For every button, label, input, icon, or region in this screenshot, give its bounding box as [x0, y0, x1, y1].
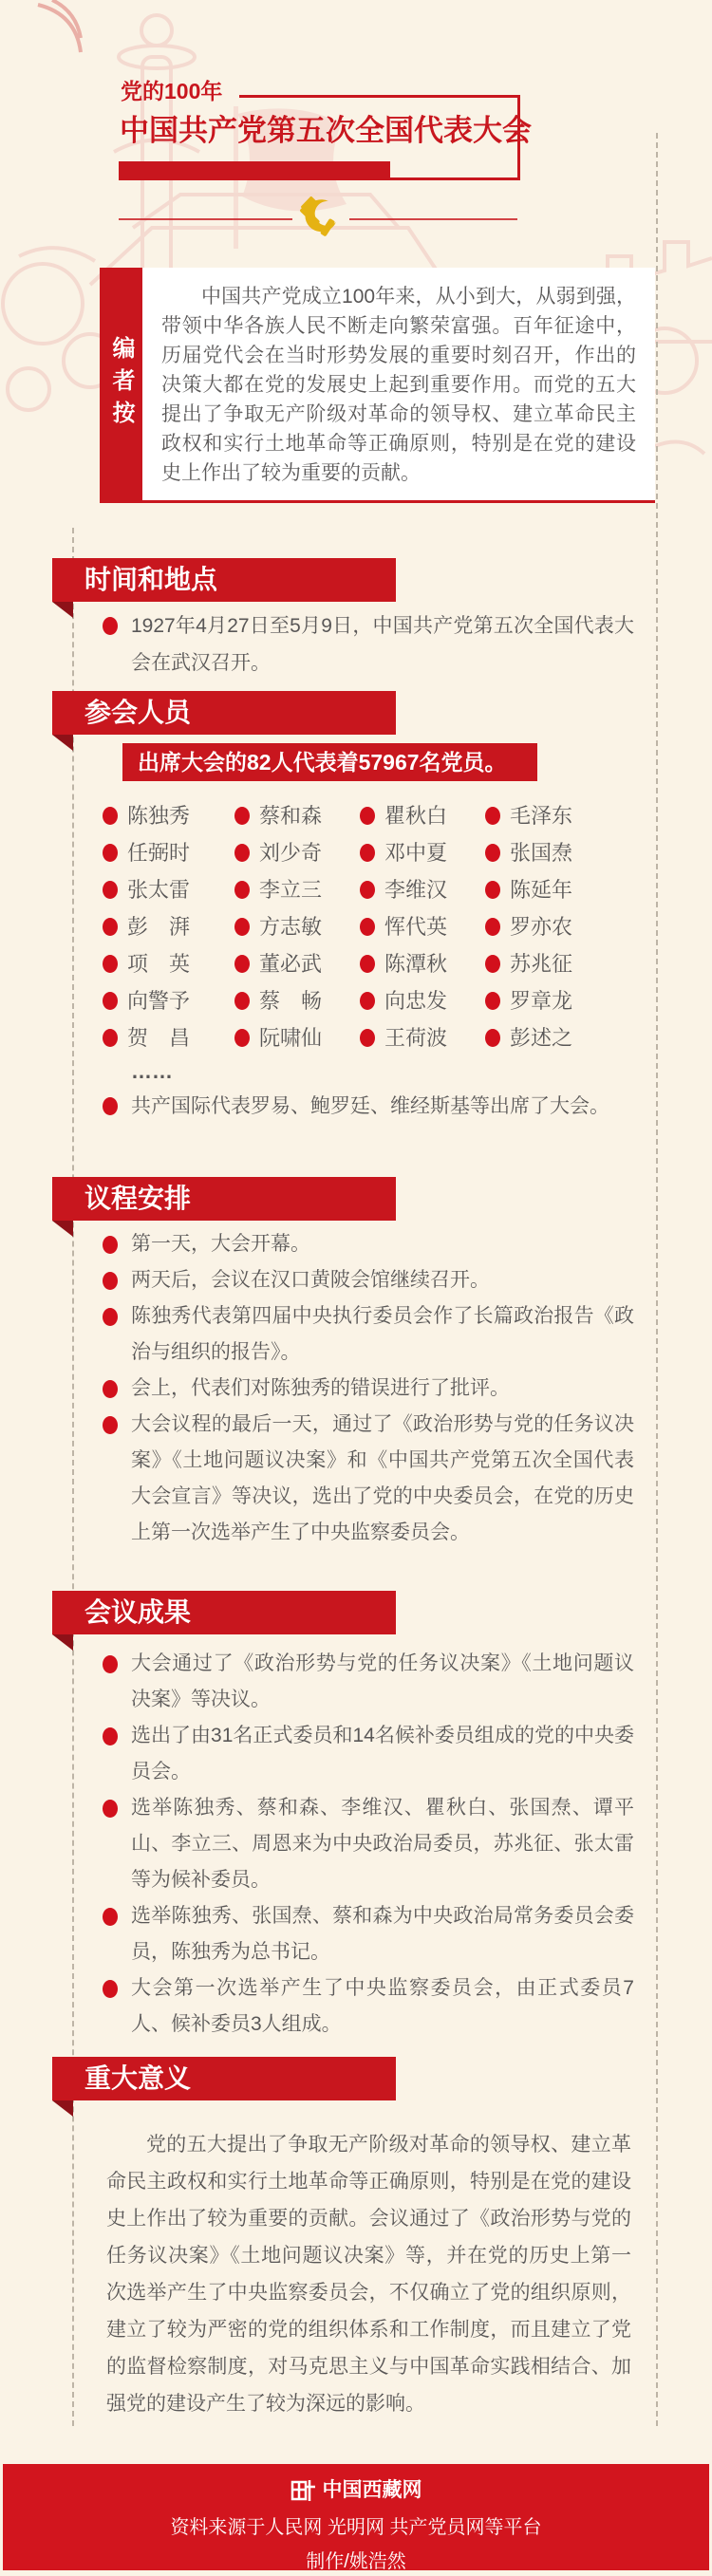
- list-item: 选举陈独秀、张国焘、蔡和森为中央政治局常务委员会委员，陈独秀为总书记。: [103, 1898, 634, 1970]
- section-banner-agenda: [52, 1177, 396, 1221]
- bullet-dot-icon: [103, 992, 118, 1010]
- participant-name: 瞿秋白: [360, 797, 485, 834]
- list-item: 大会通过了《政治形势与党的任务议决案》《土地问题议决案》等决议。: [103, 1646, 634, 1718]
- bullet-dot-icon: [103, 1416, 118, 1434]
- party-emblem-icon: [298, 196, 342, 241]
- bullet-dot-icon: [234, 1029, 250, 1047]
- bullet-dot-icon: [103, 617, 118, 635]
- participant-name: 彭 湃: [103, 908, 234, 945]
- page-title: 中国共产党第五次全国代表大会: [120, 114, 532, 147]
- header-kicker: 党的100年: [121, 79, 223, 103]
- list-item: 第一天，大会开幕。: [103, 1226, 634, 1262]
- bullet-dot-icon: [485, 807, 500, 825]
- participant-name: 恽代英: [360, 908, 485, 945]
- participant-name: 项 英: [103, 945, 234, 982]
- participant-name: 阮啸仙: [234, 1019, 360, 1056]
- banner-fold-icon: [52, 1221, 73, 1237]
- footer-site-name: 中国西藏网: [322, 2479, 422, 2501]
- section-title: 重大意义: [84, 2063, 192, 2093]
- editor-note: [100, 268, 655, 503]
- bullet-dot-icon: [485, 881, 500, 899]
- participants-name-grid: [103, 797, 644, 1056]
- participant-name: 向忠发: [360, 982, 485, 1019]
- footer-source: 资料来源于人民网 光明网 共产党员网等平台: [170, 2517, 542, 2538]
- participant-name: 罗章龙: [485, 982, 644, 1019]
- participant-name: 蔡和森: [234, 797, 360, 834]
- participant-name: 毛泽东: [485, 797, 644, 834]
- participant-name: 贺 昌: [103, 1019, 234, 1056]
- title-frame-top-line: [239, 95, 520, 98]
- bullet-dot-icon: [234, 881, 250, 899]
- list-item: 大会议程的最后一天，通过了《政治形势与党的任务议决案》《土地问题议决案》和《中国共产党第五次全国代表大会宣言》等决议，选出了党的中央委员会，在党的历史上第一次选举产生了中央监察委员会。: [103, 1407, 634, 1551]
- section-banner-results: [52, 1591, 396, 1634]
- participant-name: 王荷波: [360, 1019, 485, 1056]
- bullet-dot-icon: [234, 807, 250, 825]
- participant-name: 邓中夏: [360, 834, 485, 871]
- bullet-dot-icon: [103, 1980, 118, 1998]
- bullet-dot-icon: [103, 1655, 118, 1673]
- bullet-dot-icon: [103, 1727, 118, 1745]
- bullet-dot-icon: [360, 992, 375, 1010]
- list-item: 选出了由31名正式委员和14名候补委员组成的党的中央委员会。: [103, 1718, 634, 1790]
- section-agenda-content: [103, 1226, 634, 1551]
- section-title: 参会人员: [84, 698, 192, 727]
- banner-fold-icon: [52, 2100, 73, 2117]
- participant-name: 向警予: [103, 982, 234, 1019]
- bullet-dot-icon: [103, 1308, 118, 1326]
- participant-name: 任弼时: [103, 834, 234, 871]
- section-title: 议程安排: [84, 1184, 192, 1213]
- participant-name: 方志敏: [234, 908, 360, 945]
- participant-name: 陈潭秋: [360, 945, 485, 982]
- divider-line-left: [119, 218, 292, 220]
- bullet-dot-icon: [485, 1029, 500, 1047]
- section-time-content: [103, 607, 634, 681]
- bullet-dot-icon: [103, 1908, 118, 1926]
- china-tibet-network-logo-icon: [290, 2478, 315, 2503]
- bullet-dot-icon: [103, 1097, 118, 1115]
- banner-fold-icon: [52, 1634, 73, 1651]
- bullet-dot-icon: [485, 992, 500, 1010]
- section-title: 时间和地点: [84, 565, 218, 594]
- bullet-dot-icon: [103, 881, 118, 899]
- bullet-dot-icon: [234, 992, 250, 1010]
- bullet-dot-icon: [360, 918, 375, 936]
- participant-name: 李维汉: [360, 871, 485, 908]
- editor-note-label: 编者按: [108, 335, 134, 433]
- bullet-dot-icon: [103, 955, 118, 973]
- participant-name: 陈独秀: [103, 797, 234, 834]
- participant-name: 张国焘: [485, 834, 644, 871]
- bullet-dot-icon: [360, 955, 375, 973]
- left-dotted-guide: [72, 528, 74, 2426]
- names-ellipsis: ……: [131, 1059, 173, 1083]
- banner-fold-icon: [52, 602, 73, 618]
- footer-credit: 制作/姚浩然: [306, 2551, 406, 2572]
- bullet-dot-icon: [485, 918, 500, 936]
- section-banner-participants: [52, 691, 396, 735]
- bullet-dot-icon: [360, 807, 375, 825]
- participant-name: 苏兆征: [485, 945, 644, 982]
- bullet-dot-icon: [234, 918, 250, 936]
- editor-note-body: 中国共产党成立100年来，从小到大，从弱到强，带领中华各族人民不断走向繁荣富强。百年征途中，历届党代会在当时形势发展的重要时刻召开，作出的决策大都在党的发展史上起到重要作用。而党的五大提出了争取无产阶级对革命的领导权、建立革命民主政权和实行土地革命等正确原则，特别是在党的建设史上作出了较为重要的贡献。: [142, 268, 655, 500]
- list-item: 1927年4月27日至5月9日，中国共产党第五次全国代表大会在武汉召开。: [103, 607, 634, 681]
- comintern-note: [103, 1088, 634, 1125]
- list-item: 选举陈独秀、蔡和森、李维汉、瞿秋白、张国焘、谭平山、李立三、周恩来为中央政治局委员，苏兆征、张太雷等为候补委员。: [103, 1790, 634, 1898]
- bullet-dot-icon: [103, 1800, 118, 1818]
- section-banner-time: [52, 558, 396, 602]
- bullet-dot-icon: [234, 955, 250, 973]
- banner-fold-icon: [52, 735, 73, 751]
- significance-paragraph: 党的五大提出了争取无产阶级对革命的领导权、建立革命民主政权和实行土地革命等正确原则，特别是在党的建设史上作出了较为重要的贡献。会议通过了《政治形势与党的任务议决案》《土地问题议决案》等，并在党的历史上第一次选举产生了中央监察委员会，不仅确立了党的组织原则，建立了较为严密的党的组织体系和工作制度，而且建立了党的监督检察制度，对马克思主义与中国革命实践相结合、加强党的建设产生了较为深远的影响。: [106, 2134, 631, 2415]
- bullet-dot-icon: [485, 955, 500, 973]
- participant-name: 刘少奇: [234, 834, 360, 871]
- bullet-dot-icon: [103, 1380, 118, 1398]
- section-results-content: [103, 1646, 634, 2043]
- divider-line-right: [349, 218, 517, 220]
- footer-site-row: [3, 2476, 709, 2505]
- bullet-dot-icon: [103, 1272, 118, 1290]
- participant-name: 陈延年: [485, 871, 644, 908]
- bullet-dot-icon: [103, 807, 118, 825]
- list-item: 共产国际代表罗易、鲍罗廷、维经斯基等出席了大会。: [103, 1088, 634, 1125]
- bullet-dot-icon: [234, 844, 250, 862]
- list-item: 大会第一次选举产生了中央监察委员会，由正式委员7人、候补委员3人组成。: [103, 1970, 634, 2043]
- participant-name: 董必武: [234, 945, 360, 982]
- title-frame-bottom-line: [387, 177, 520, 180]
- bullet-dot-icon: [103, 918, 118, 936]
- title-underline-bar: [119, 161, 390, 180]
- section-banner-significance: [52, 2057, 396, 2100]
- bullet-dot-icon: [360, 881, 375, 899]
- participant-name: 罗亦农: [485, 908, 644, 945]
- participant-name: 彭述之: [485, 1019, 644, 1056]
- bullet-dot-icon: [103, 1029, 118, 1047]
- participant-name: 蔡 畅: [234, 982, 360, 1019]
- bullet-dot-icon: [485, 844, 500, 862]
- participant-name: 李立三: [234, 871, 360, 908]
- bullet-dot-icon: [103, 1236, 118, 1254]
- list-item: 陈独秀代表第四届中央执行委员会作了长篇政治报告《政治与组织的报告》。: [103, 1298, 634, 1371]
- right-dotted-guide: [656, 133, 658, 2426]
- bullet-dot-icon: [360, 844, 375, 862]
- participants-highlight-box: 出席大会的82人代表着57967名党员。: [122, 743, 537, 781]
- footer: [3, 2464, 709, 2570]
- participant-name: 张太雷: [103, 871, 234, 908]
- list-item: 两天后，会议在汉口黄陂会馆继续召开。: [103, 1262, 634, 1298]
- list-item: 会上，代表们对陈独秀的错误进行了批评。: [103, 1371, 634, 1407]
- bullet-dot-icon: [103, 844, 118, 862]
- section-title: 会议成果: [84, 1597, 192, 1627]
- editor-note-label-tab: [100, 268, 142, 500]
- corner-ornament: [38, 0, 81, 52]
- bullet-dot-icon: [360, 1029, 375, 1047]
